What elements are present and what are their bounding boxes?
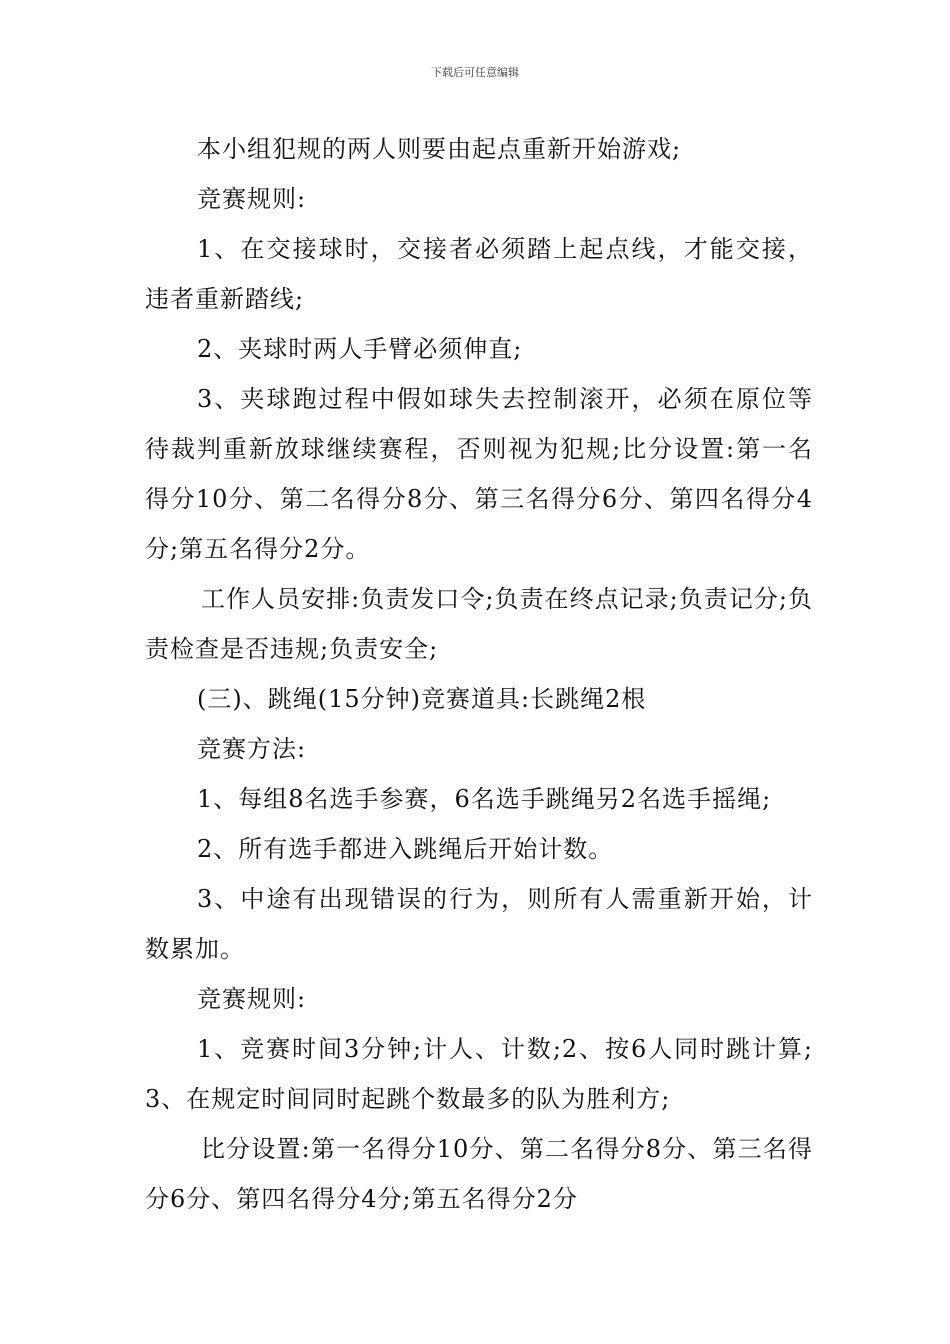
paragraph-jump-rope-section: (三)、跳绳(15分钟)竞赛道具:长跳绳2根 [197, 685, 647, 713]
paragraph-rule-handoff: 1、在交接球时，交接者必须踏上起点线，才能交接，违者重新踏线; [145, 235, 813, 313]
paragraph-jump-rope-rules: 1、竞赛时间3分钟;计人、计数;2、按6人同时跳计算;3、在规定时间同时起跳个数最多的队为胜利方; [145, 1035, 813, 1113]
paragraph-foul-restart: 本小组犯规的两人则要由起点重新开始游戏; [197, 135, 682, 163]
paragraph-rule-ball-lost-scoring: 3、夹球跑过程中假如球失去控制滚开，必须在原位等待裁判重新放球继续赛程，否则视为犯规;比分设置:第一名得分10分、第二名得分8分、第三名得分6分、第四名得分4分;第五名得分2分。 [145, 385, 813, 563]
paragraph-method-2: 2、所有选手都进入跳绳后开始计数。 [197, 835, 614, 863]
paragraph-method-heading: 竞赛方法: [197, 735, 307, 763]
paragraph-rule-arms: 2、夹球时两人手臂必须伸直; [197, 335, 523, 363]
paragraph-staff-arrangement: 工作人员安排:负责发口令;负责在终点记录;负责记分;负责检查是否违规;负责安全; [145, 585, 813, 663]
paragraph-rules-heading-2: 竞赛规则: [197, 985, 307, 1013]
paragraph-method-3: 3、中途有出现错误的行为，则所有人需重新开始，计数累加。 [145, 885, 813, 963]
paragraph-jump-rope-scoring: 比分设置:第一名得分10分、第二名得分8分、第三名得分6分、第四名得分4分;第五名得分2分 [145, 1135, 813, 1213]
page-header: 下载后可任意编辑 [431, 66, 519, 79]
document-body [145, 124, 813, 1224]
paragraph-method-1: 1、每组8名选手参赛，6名选手跳绳另2名选手摇绳; [197, 785, 772, 813]
paragraph-rules-heading: 竞赛规则: [197, 185, 307, 213]
